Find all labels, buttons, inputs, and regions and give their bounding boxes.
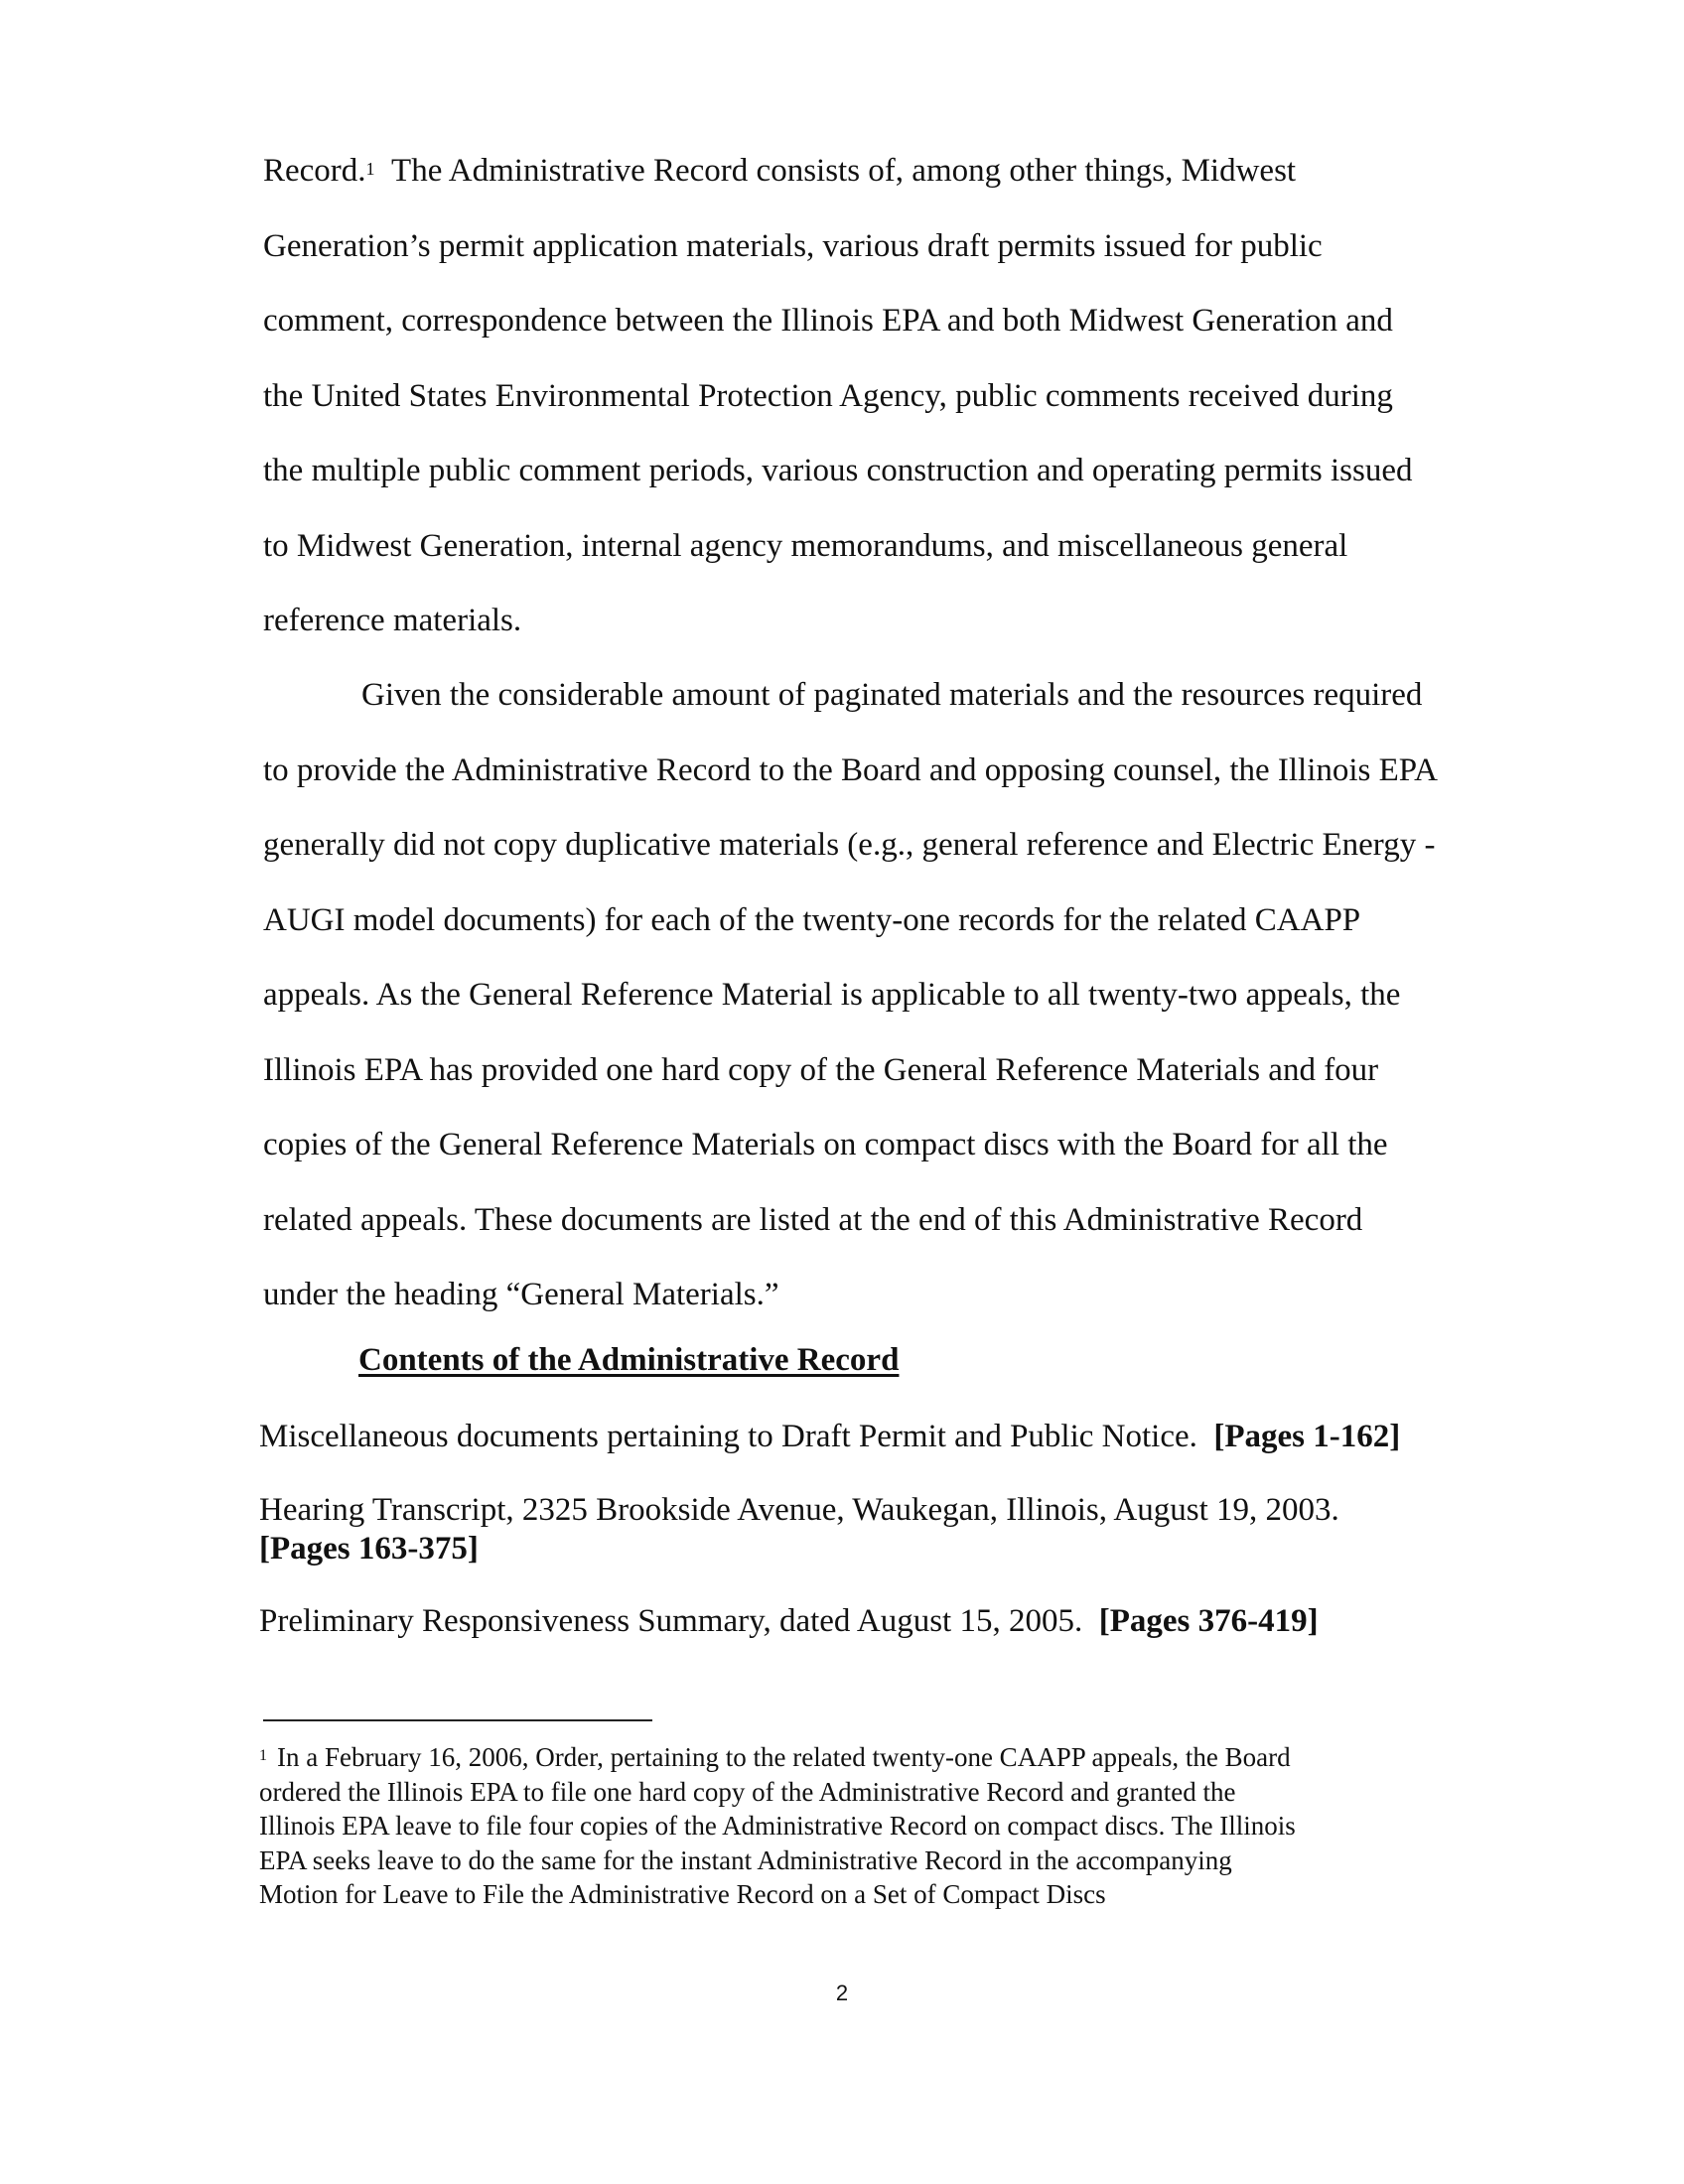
entry-description: Miscellaneous documents pertaining to Draft Permit and Public Notice. <box>259 1419 1197 1454</box>
footnote-number: 1 <box>259 1747 267 1764</box>
paragraph-line: appeals. As the General Reference Material is applicable to all twenty-two appeals, the <box>263 977 1401 1013</box>
footnote-divider <box>263 1719 652 1721</box>
paragraph-line: under the heading “General Materials.” <box>263 1277 779 1312</box>
page-number: 2 <box>835 1980 849 2005</box>
footnote <box>259 1740 1451 1912</box>
footnote-reference: 1 <box>365 159 375 179</box>
record-entry <box>259 1602 1319 1641</box>
entry-pages: [Pages 163-375] <box>259 1531 479 1567</box>
paragraph-line: copies of the General Reference Materials on compact discs with the Board for all the <box>263 1127 1388 1162</box>
paragraph-line: to Midwest Generation, internal agency memorandums, and miscellaneous general <box>263 527 1348 564</box>
footnote-line <box>259 1740 1451 1775</box>
footnote-line: Illinois EPA leave to file four copies of the Administrative Record on compact discs. The Illinois <box>259 1811 1296 1841</box>
paragraph-line-text: The Administrative Record consists of, among other things, Midwest <box>391 153 1297 189</box>
paragraph-general-materials <box>263 658 1455 1333</box>
paragraph-line: Generation’s permit application materials, various draft permits issued for public <box>263 227 1323 264</box>
entry-pages: [Pages 1-162] <box>1213 1419 1401 1454</box>
paragraph-line <box>263 134 1455 209</box>
paragraph-line: comment, correspondence between the Illinois EPA and both Midwest Generation and <box>263 303 1393 339</box>
paragraph-line: the multiple public comment periods, various construction and operating permits issued <box>263 453 1413 488</box>
entry-description: Preliminary Responsiveness Summary, dated August 15, 2005. <box>259 1603 1083 1639</box>
footnote-line-text: In a February 16, 2006, Order, pertaining to the related twenty-one CAAPP appeals, the Board <box>277 1742 1291 1772</box>
section-heading: Contents of the Administrative Record <box>358 1342 900 1378</box>
footnote-line: ordered the Illinois EPA to file one hard copy of the Administrative Record and granted the <box>259 1776 1236 1807</box>
paragraph-line: reference materials. <box>263 603 522 638</box>
record-entry <box>259 1418 1400 1456</box>
paragraph-line: related appeals. These documents are listed at the end of this Administrative Record <box>263 1201 1363 1238</box>
paragraph-line: Illinois EPA has provided one hard copy of the General Reference Materials and four <box>263 1051 1379 1088</box>
paragraph-administrative-record <box>263 134 1455 659</box>
record-entry <box>259 1491 1339 1569</box>
paragraph-line-text: Record. <box>263 153 366 189</box>
paragraph-line: generally did not copy duplicative materials (e.g., general reference and Electric Energy - <box>263 827 1436 863</box>
entry-pages: [Pages 376-419] <box>1098 1603 1319 1639</box>
entry-description: Hearing Transcript, 2325 Brookside Avenue, Waukegan, Illinois, August 19, 2003. <box>259 1492 1339 1528</box>
footnote-line: EPA seeks leave to do the same for the instant Administrative Record in the accompanying <box>259 1844 1232 1875</box>
paragraph-line: Given the considerable amount of paginated materials and the resources required <box>361 677 1423 713</box>
paragraph-line: the United States Environmental Protection Agency, public comments received during <box>263 377 1393 414</box>
footnote-line: Motion for Leave to File the Administrative Record on a Set of Compact Discs <box>259 1879 1106 1909</box>
paragraph-line: AUGI model documents) for each of the twenty-one records for the related CAAPP <box>263 901 1361 938</box>
paragraph-line: to provide the Administrative Record to the Board and opposing counsel, the Illinois EPA <box>263 751 1438 788</box>
